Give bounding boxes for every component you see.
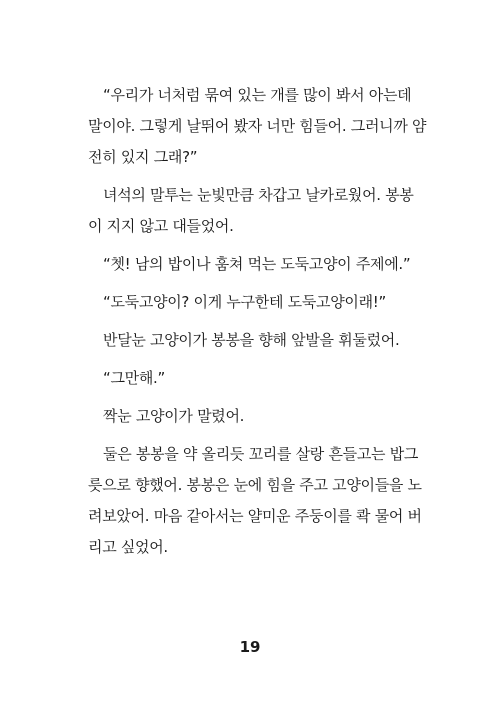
paragraph: 짝눈 고양이가 말렸어. bbox=[103, 407, 245, 425]
paragraph: 반달눈 고양이가 봉봉을 향해 앞발을 휘둘렀어. bbox=[103, 331, 400, 349]
page-number: 19 bbox=[239, 638, 261, 656]
paragraph: “쳇! 남의 밥이나 훔쳐 먹는 도둑고양이 주제에.” bbox=[103, 255, 411, 273]
paragraph: “도둑고양이? 이게 누구한테 도둑고양이래!” bbox=[103, 293, 386, 311]
paragraph: “우리가 너처럼 묶여 있는 개를 많이 봐서 아는데 말이야. 그렇게 날뛰어 봤자 너만 힘들어. 그러니까 얌 전히 있지 그래?” bbox=[88, 86, 427, 166]
paragraph: “그만해.” bbox=[103, 369, 165, 387]
paragraph: 녀석의 말투는 눈빛만큼 차갑고 날카로웠어. 봉봉 이 지지 않고 대들었어. bbox=[88, 186, 414, 235]
paragraph: 둘은 봉봉을 약 올리듯 꼬리를 살랑 흔들고는 밥그 릇으로 향했어. 봉봉은 눈에 힘을 주고 고양이들을 노 려보았어. 마음 같아서는 얄미운 주둥이를 콱 물어 버 리고 싶었어. bbox=[88, 445, 422, 556]
body-text bbox=[88, 80, 442, 570]
